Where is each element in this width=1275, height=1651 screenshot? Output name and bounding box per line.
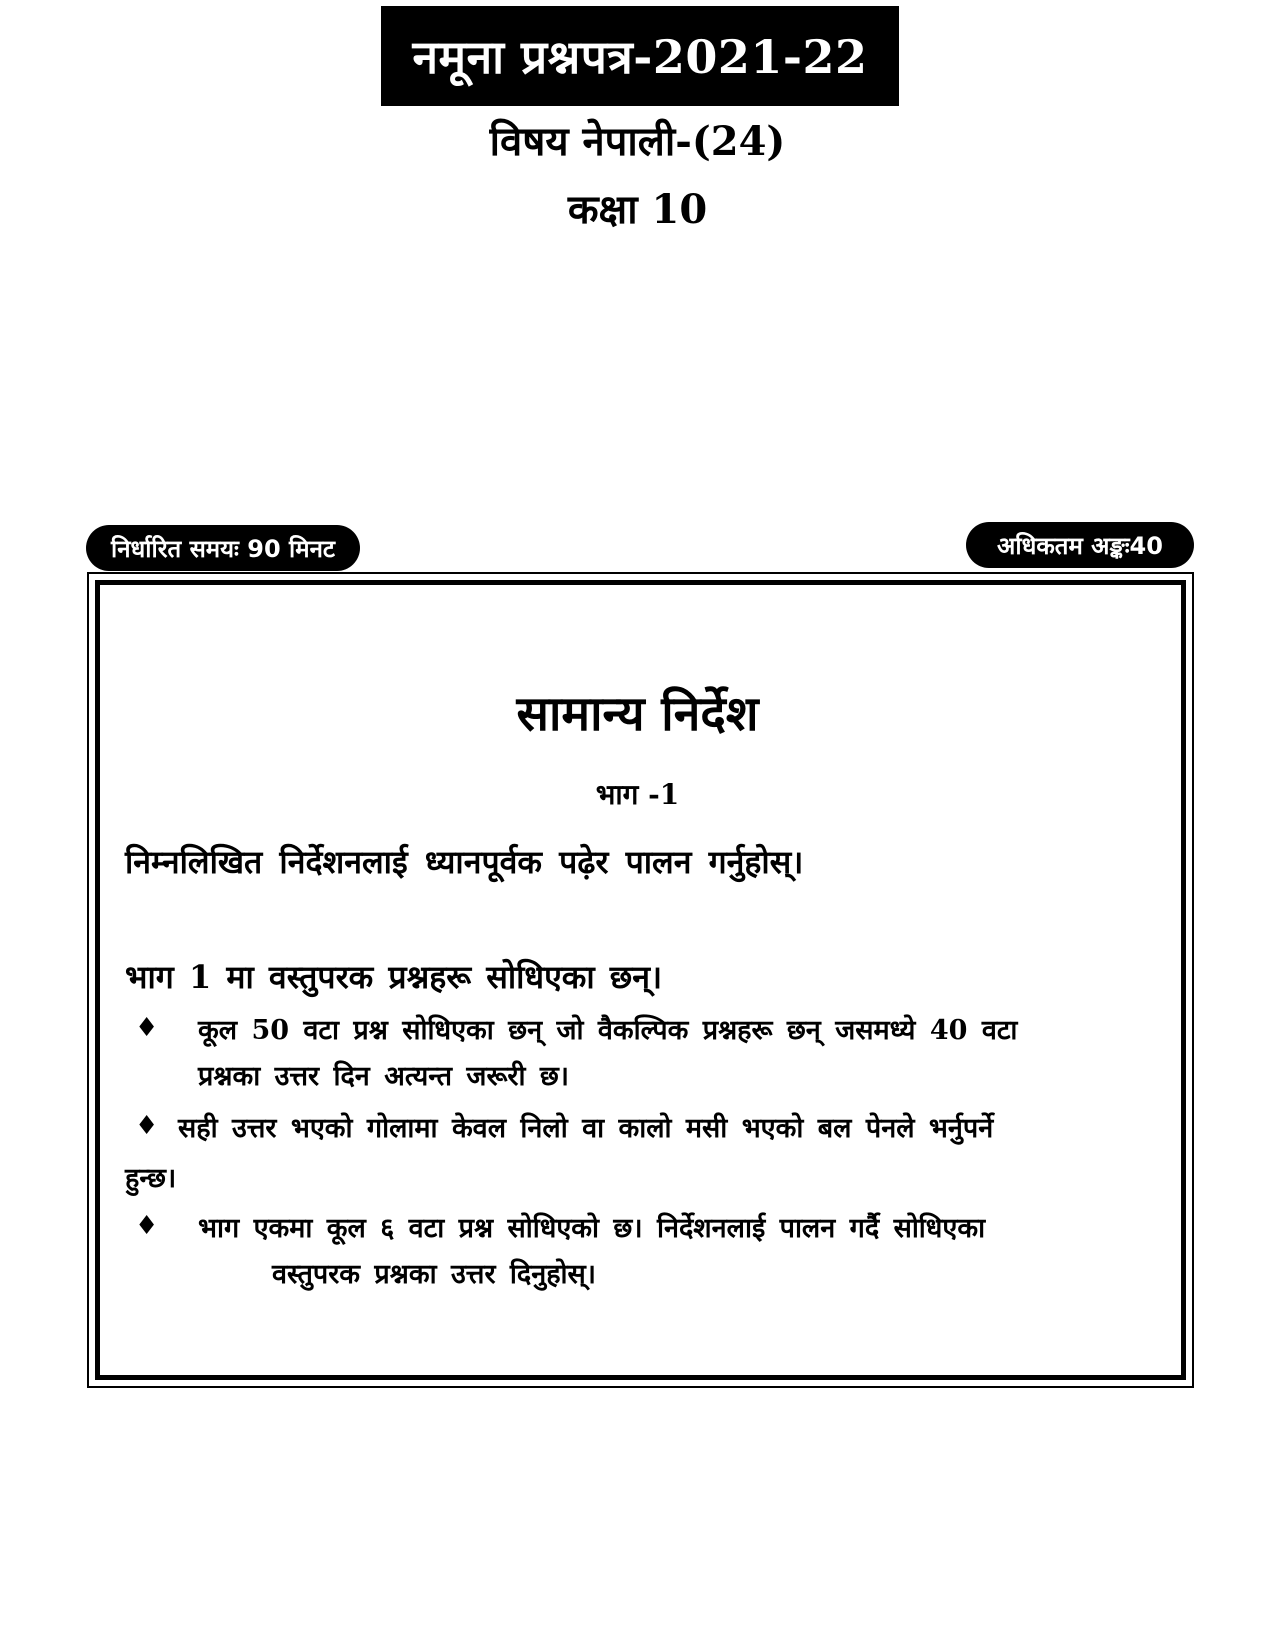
bullet-2-line-2: हुन्छ। (125, 1163, 177, 1194)
bullet-diamond-icon: ♦ (135, 1211, 159, 1241)
instructions-intro: निम्नलिखित निर्देशनलाई ध्यानपूर्वक पढ़ेर पालन गर्नुहोस्। (125, 843, 804, 881)
part-label: भाग -1 (595, 778, 680, 811)
max-marks-badge: अधिकतम अङ्कः40 (966, 522, 1194, 568)
bullet-3-line-1: भाग एकमा कूल ६ वटा प्रश्न सोधिएको छ। निर्देशनलाई पालन गर्दै सोधिएका (198, 1213, 986, 1244)
bullet-diamond-icon: ♦ (135, 1013, 159, 1043)
time-allowed-badge: निर्धारित समयः 90 मिनट (86, 525, 360, 571)
subject-line: विषय नेपाली-(24) (489, 118, 786, 165)
bullet-1-line-2: प्रश्नका उत्तर दिन अत्यन्त जरूरी छ। (198, 1061, 570, 1092)
instructions-heading: सामान्य निर्देश (516, 686, 759, 742)
bullet-3-line-2: वस्तुपरक प्रश्नका उत्तर दिनुहोस्। (272, 1259, 597, 1290)
part-description: भाग 1 मा वस्तुपरक प्रश्नहरू सोधिएका छन्। (125, 958, 663, 996)
bullet-2-line-1: सही उत्तर भएको गोलामा केवल निलो वा कालो मसी भएको बल पेनले भर्नुपर्ने (178, 1113, 994, 1144)
bullet-diamond-icon: ♦ (135, 1111, 159, 1141)
class-line: कक्षा 10 (567, 186, 708, 233)
document-title: नमूना प्रश्नपत्र-2021-22 (381, 6, 899, 106)
bullet-1-line-1: कूल 50 वटा प्रश्न सोधिएका छन् जो वैकल्पिक प्रश्नहरू छन् जसमध्ये 40 वटा (198, 1015, 1018, 1046)
